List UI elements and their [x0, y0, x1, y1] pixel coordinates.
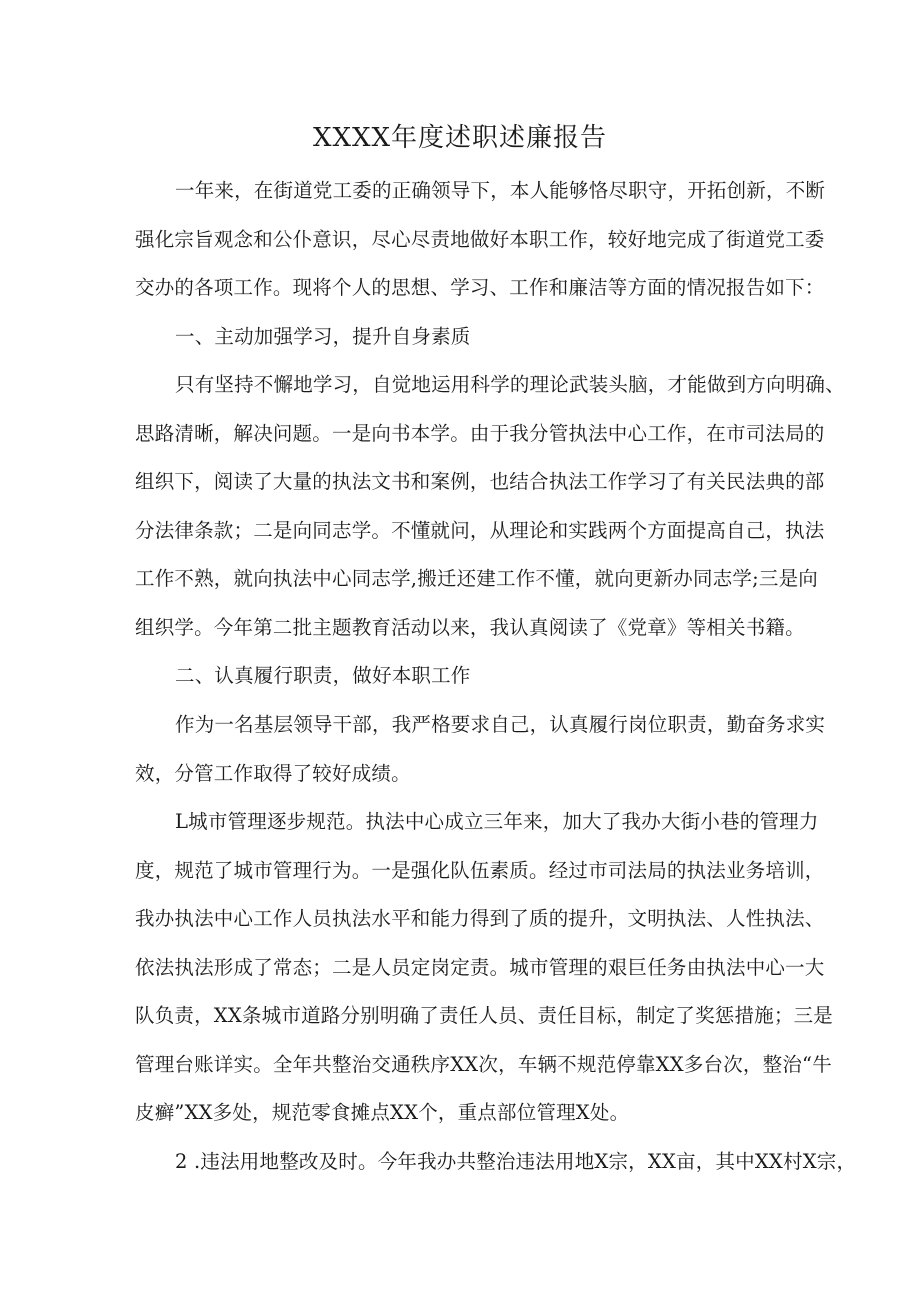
paragraph-study — [135, 361, 845, 652]
text-line: 管理台账详实。全年共整治交通秩序XX次，车辆不规范停靠XX多台次，整治“牛 — [135, 1052, 832, 1076]
text-line: 工作不熟，就向执法中心同志学,搬迁还建工作不懂，就向更新办同志学;三是向 — [135, 567, 818, 590]
heading-line: 二、认真履行职责，做好本职工作 — [175, 664, 471, 687]
text-line: 一年来，在街道党工委的正确领导下，本人能够恪尽职守，开拓创新，不断 — [175, 179, 826, 202]
text-line: 分法律条款；二是向同志学。不懂就问，从理论和实践两个方面提高自己，执法 — [135, 518, 825, 542]
text-line: L城市管理逐步规范。执法中心成立三年来，加大了我办大街小巷的管理力 — [175, 810, 819, 833]
text-line: 强化宗旨观念和公仆意识，尽心尽责地做好本职工作，较好地完成了街道党工委 — [135, 227, 825, 251]
text-line: 皮癣”XX多处，规范零食摊点XX个，重点部位管理X处。 — [135, 1101, 630, 1124]
text-line: 度，规范了城市管理行为。一是强化队伍素质。经过市司法局的执法业务培训， — [135, 858, 825, 882]
text-line: 效，分管工作取得了较好成绩。 — [135, 761, 411, 785]
text-line: 组织下，阅读了大量的执法文书和案例，也结合执法工作学习了有关民法典的部 — [135, 470, 825, 493]
text-line: 思路清晰，解决问题。一是向书本学。由于我分管执法中心工作，在市司法局的 — [135, 421, 825, 445]
text-line: 我办执法中心工作人员执法水平和能力得到了质的提升，文明执法、人性执法、 — [135, 907, 825, 930]
paragraph-intro — [135, 167, 826, 313]
text-line: 2 .违法用地整改及时。今年我办共整治违法用地X宗，XX亩，其中XX村X宗， — [175, 1150, 857, 1173]
heading-line: 一、主动加强学习，提升自身素质 — [175, 325, 471, 348]
paragraph-city-management — [135, 798, 833, 1138]
section-heading-duties — [135, 652, 795, 701]
text-line: 依法执法形成了常态；二是人员定岗定责。城市管理的艰巨任务由执法中心一大 — [135, 955, 825, 979]
text-line: 作为一名基层领导干部，我严格要求自己，认真履行岗位职责，勤奋务求实 — [175, 713, 826, 736]
paragraph-duties — [135, 701, 826, 798]
section-heading-study — [135, 313, 795, 362]
text-line: 交办的各项工作。现将个人的思想、学习、工作和廉洁等方面的情况报告如下： — [135, 276, 825, 299]
paragraph-illegal-land — [135, 1138, 857, 1187]
text-line: 只有坚持不懈地学习，自觉地运用科学的理论武装头脑，才能做到方向明确、 — [175, 373, 845, 396]
text-line: 队负责，XX条城市道路分别明确了责任人员、责任目标，制定了奖惩措施；三是 — [135, 1004, 833, 1027]
document-title: XXXX年度述职述廉报告 — [312, 123, 608, 153]
text-line: 组织学。今年第二批主题教育活动以来，我认真阅读了《党章》等相关书籍。 — [135, 615, 805, 639]
